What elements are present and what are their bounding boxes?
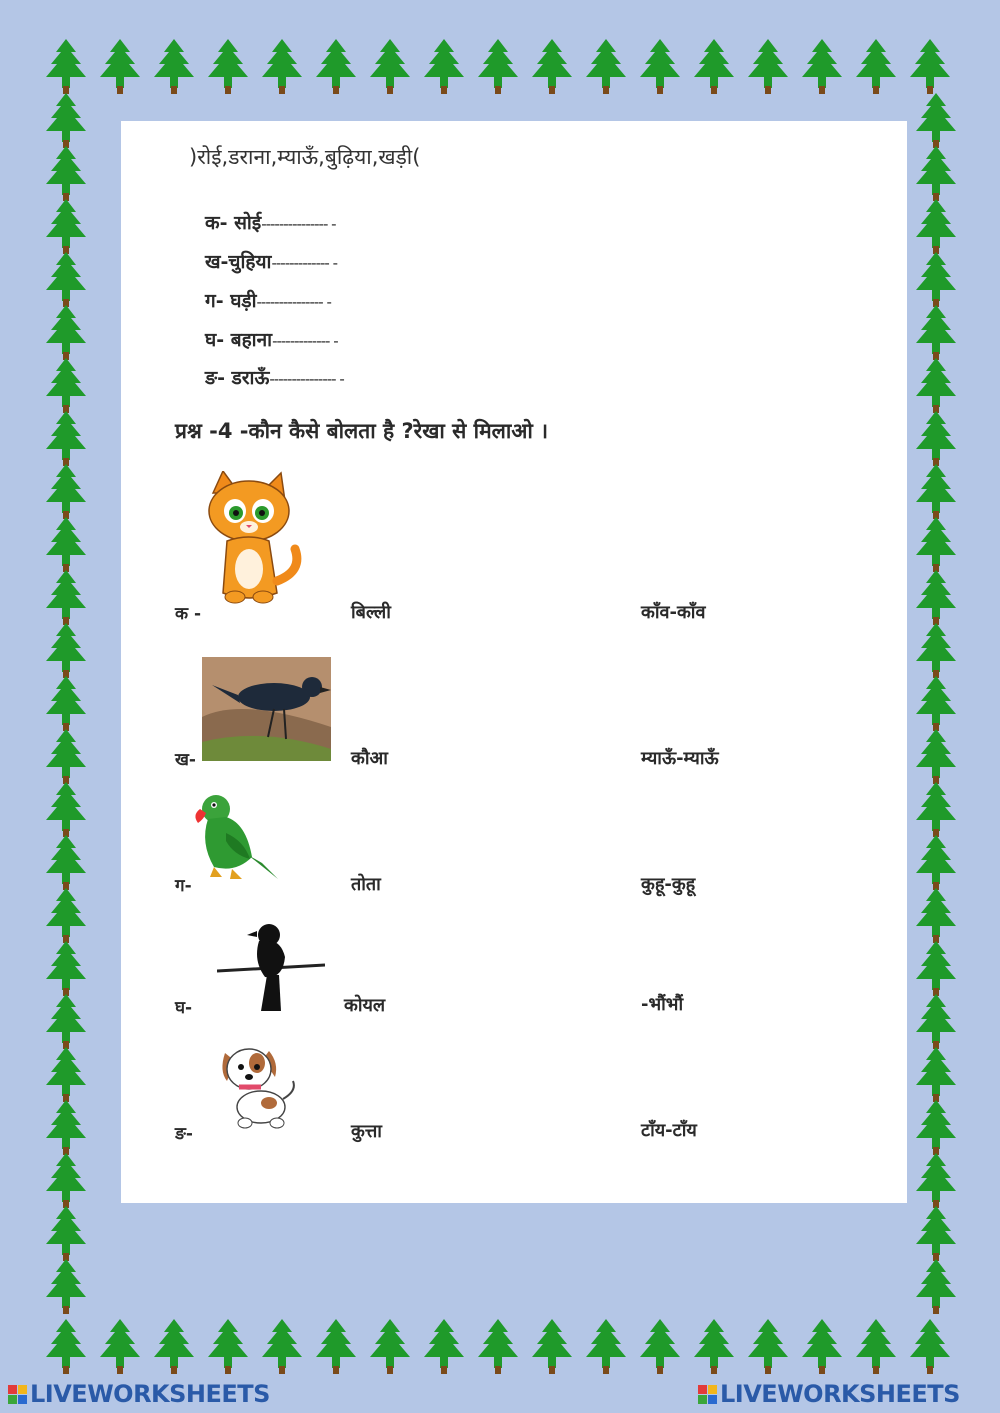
tree-icon: [742, 38, 794, 96]
tree-icon: [472, 1318, 524, 1376]
tree-icon: [418, 38, 470, 96]
tree-icon: [688, 1318, 740, 1376]
tree-icon: [94, 38, 146, 96]
animal-sound[interactable]: कुहू-कुहू: [641, 874, 696, 895]
tree-icon: [580, 1318, 632, 1376]
tree-icon: [364, 1318, 416, 1376]
fill-item-word: घ- बहाना: [205, 329, 273, 351]
fill-item: [205, 364, 344, 390]
tree-icon: [910, 940, 962, 998]
tree-icon: [910, 993, 962, 1051]
tree-icon: [910, 357, 962, 415]
tree-icon: [202, 38, 254, 96]
fill-item-word: क- सोई: [205, 212, 262, 234]
tree-icon: [40, 781, 92, 839]
tree-icon: [256, 1318, 308, 1376]
tree-icon: [310, 38, 362, 96]
animal-name[interactable]: तोता: [351, 874, 381, 895]
tree-icon: [40, 1258, 92, 1316]
tree-icon: [40, 834, 92, 892]
tree-icon: [40, 940, 92, 998]
tree-icon: [310, 1318, 362, 1376]
tree-icon: [910, 516, 962, 574]
tree-icon: [910, 781, 962, 839]
word-bank: )रोई,डराना,म्याऊँ,बुढ़िया,खड़ी(: [189, 145, 421, 169]
parrot-image: [192, 793, 278, 887]
tree-icon: [40, 198, 92, 256]
tree-icon: [40, 1099, 92, 1157]
row-label: ख-: [175, 750, 196, 770]
fill-item-blank[interactable]: --------------- -: [261, 215, 336, 233]
tree-icon: [850, 38, 902, 96]
tree-icon: [634, 38, 686, 96]
tree-icon: [634, 1318, 686, 1376]
tree-icon: [40, 1318, 92, 1376]
tree-icon: [40, 887, 92, 945]
tree-icon: [94, 1318, 146, 1376]
animal-sound[interactable]: -भौंभौं: [641, 994, 684, 1015]
fill-item-word: ङ- डराऊँ: [205, 367, 270, 389]
logo-text: LIVEWORKSHEETS: [30, 1380, 270, 1408]
tree-icon: [526, 38, 578, 96]
tree-icon: [40, 145, 92, 203]
animal-sound[interactable]: म्याऊँ-म्याऊँ: [641, 748, 719, 769]
tree-icon: [910, 463, 962, 521]
tree-icon: [910, 251, 962, 309]
logo-text: LIVEWORKSHEETS: [720, 1380, 960, 1408]
tree-icon: [796, 38, 848, 96]
animal-sound[interactable]: काँव-काँव: [641, 602, 706, 623]
tree-icon: [910, 887, 962, 945]
crow-image: [202, 657, 331, 761]
fill-item-word: ग- घड़ी: [205, 290, 257, 312]
liveworksheets-logo-right: [698, 1380, 960, 1408]
tree-icon: [40, 675, 92, 733]
liveworksheets-logo-left: [8, 1380, 270, 1408]
tree-icon: [910, 1099, 962, 1157]
tree-icon: [40, 993, 92, 1051]
tree-icon: [40, 1046, 92, 1104]
fill-item-blank[interactable]: --------------- -: [269, 370, 344, 388]
tree-icon: [40, 622, 92, 680]
fill-item: [205, 287, 331, 313]
tree-icon: [910, 1152, 962, 1210]
tree-icon: [910, 198, 962, 256]
animal-name[interactable]: कोयल: [344, 995, 386, 1016]
tree-icon: [796, 1318, 848, 1376]
tree-icon: [904, 1318, 956, 1376]
liveworksheets-icon: [698, 1385, 717, 1404]
tree-icon: [148, 1318, 200, 1376]
tree-icon: [904, 38, 956, 96]
tree-icon: [910, 145, 962, 203]
tree-icon: [580, 38, 632, 96]
tree-icon: [40, 410, 92, 468]
row-label: ङ-: [175, 1124, 193, 1144]
tree-icon: [40, 251, 92, 309]
tree-icon: [256, 38, 308, 96]
tree-icon: [40, 569, 92, 627]
question-heading: प्रश्न -4 -कौन कैसे बोलता है ?रेखा से मिलाओ ।: [175, 419, 549, 443]
tree-icon: [202, 1318, 254, 1376]
fill-item-blank[interactable]: ------------- -: [272, 332, 338, 350]
tree-icon: [40, 728, 92, 786]
tree-icon: [742, 1318, 794, 1376]
worksheet-page: [121, 121, 907, 1203]
tree-icon: [910, 834, 962, 892]
animal-sound[interactable]: टाँय-टाँय: [641, 1120, 697, 1141]
fill-item: [205, 209, 336, 235]
tree-icon: [526, 1318, 578, 1376]
tree-icon: [910, 92, 962, 150]
tree-icon: [40, 304, 92, 362]
tree-icon: [472, 38, 524, 96]
tree-icon: [40, 1205, 92, 1263]
tree-icon: [910, 304, 962, 362]
tree-icon: [418, 1318, 470, 1376]
fill-item: [205, 326, 338, 352]
tree-icon: [364, 38, 416, 96]
tree-icon: [148, 38, 200, 96]
tree-icon: [910, 1258, 962, 1316]
tree-icon: [910, 622, 962, 680]
koel-image: [217, 921, 325, 1013]
tree-icon: [40, 38, 92, 96]
dog-image: [217, 1041, 297, 1133]
tree-icon: [40, 92, 92, 150]
row-label: ग-: [175, 876, 192, 896]
animal-name[interactable]: बिल्ली: [351, 602, 391, 623]
animal-name[interactable]: कुत्ता: [351, 1121, 382, 1142]
tree-icon: [910, 569, 962, 627]
tree-icon: [910, 410, 962, 468]
tree-icon: [850, 1318, 902, 1376]
tree-icon: [688, 38, 740, 96]
fill-item: [205, 248, 337, 274]
tree-icon: [910, 728, 962, 786]
fill-item-blank[interactable]: --------------- -: [256, 293, 331, 311]
cat-image: [199, 471, 303, 613]
tree-icon: [40, 516, 92, 574]
row-label: क -: [175, 604, 202, 624]
fill-item-word: ख-चुहिया: [205, 251, 272, 273]
liveworksheets-icon: [8, 1385, 27, 1404]
tree-icon: [910, 1046, 962, 1104]
tree-icon: [40, 1152, 92, 1210]
tree-icon: [910, 675, 962, 733]
animal-name[interactable]: कौआ: [351, 748, 388, 769]
tree-icon: [40, 357, 92, 415]
tree-icon: [40, 463, 92, 521]
row-label: घ-: [175, 998, 193, 1018]
tree-icon: [910, 1205, 962, 1263]
fill-item-blank[interactable]: ------------- -: [271, 254, 337, 272]
